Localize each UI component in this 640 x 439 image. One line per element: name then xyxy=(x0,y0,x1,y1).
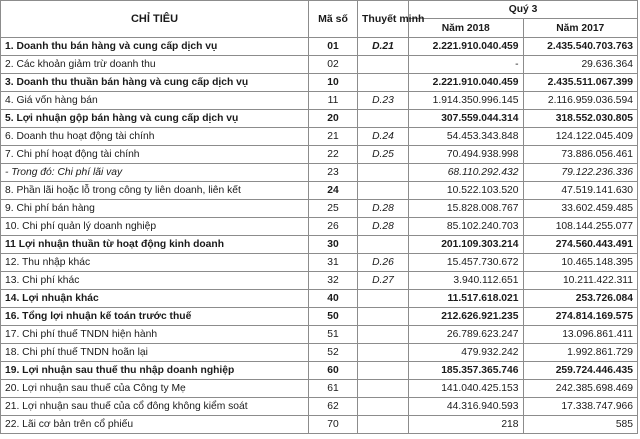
row-value-2018: 307.559.044.314 xyxy=(409,110,524,128)
row-indicator: 4. Giá vốn hàng bán xyxy=(1,92,309,110)
table-row xyxy=(1,398,638,416)
table-row xyxy=(1,110,638,128)
row-value-2017: 585 xyxy=(523,416,638,434)
header-note: Thuyết minh xyxy=(358,1,409,38)
row-value-2017: 1.992.861.729 xyxy=(523,344,638,362)
row-code: 24 xyxy=(309,182,358,200)
table-row xyxy=(1,182,638,200)
row-value-2018: 218 xyxy=(409,416,524,434)
header-year-2017: Năm 2017 xyxy=(523,19,638,38)
row-code: 60 xyxy=(309,362,358,380)
table-row xyxy=(1,362,638,380)
row-code: 61 xyxy=(309,380,358,398)
row-code: 70 xyxy=(309,416,358,434)
table-row xyxy=(1,236,638,254)
row-indicator: 5. Lợi nhuận gộp bán hàng và cung cấp dịch vụ xyxy=(1,110,309,128)
row-indicator: 3. Doanh thu thuần bán hàng và cung cấp dịch vụ xyxy=(1,74,309,92)
row-value-2017: 108.144.255.077 xyxy=(523,218,638,236)
row-value-2017: 47.519.141.630 xyxy=(523,182,638,200)
row-value-2017: 10.465.148.395 xyxy=(523,254,638,272)
row-value-2017: 124.122.045.409 xyxy=(523,128,638,146)
row-code: 26 xyxy=(309,218,358,236)
row-value-2018: 54.453.343.848 xyxy=(409,128,524,146)
row-note: D.21 xyxy=(358,38,409,56)
row-value-2017: 253.726.084 xyxy=(523,290,638,308)
row-indicator: 13. Chi phí khác xyxy=(1,272,309,290)
row-note: D.28 xyxy=(358,218,409,236)
table-row xyxy=(1,164,638,182)
table-row xyxy=(1,290,638,308)
row-value-2018: 15.828.008.767 xyxy=(409,200,524,218)
row-note xyxy=(358,416,409,434)
row-value-2018: 26.789.623.247 xyxy=(409,326,524,344)
row-note xyxy=(358,380,409,398)
row-value-2018: 185.357.365.746 xyxy=(409,362,524,380)
row-code: 32 xyxy=(309,272,358,290)
row-value-2017: 2.116.959.036.594 xyxy=(523,92,638,110)
row-indicator: 16. Tổng lợi nhuận kế toán trước thuế xyxy=(1,308,309,326)
row-value-2018: - xyxy=(409,56,524,74)
row-indicator: 7. Chi phí hoạt động tài chính xyxy=(1,146,309,164)
row-note: D.28 xyxy=(358,200,409,218)
row-code: 23 xyxy=(309,164,358,182)
row-code: 01 xyxy=(309,38,358,56)
row-code: 62 xyxy=(309,398,358,416)
row-indicator: 12. Thu nhập khác xyxy=(1,254,309,272)
header-year-2018: Năm 2018 xyxy=(409,19,524,38)
row-indicator: - Trong đó: Chi phí lãi vay xyxy=(1,164,309,182)
header-row-top xyxy=(1,1,638,19)
row-value-2017: 2.435.511.067.399 xyxy=(523,74,638,92)
table-row xyxy=(1,74,638,92)
row-indicator: 17. Chi phí thuế TNDN hiện hành xyxy=(1,326,309,344)
table-row xyxy=(1,326,638,344)
row-indicator: 6. Doanh thu hoạt động tài chính xyxy=(1,128,309,146)
row-note: D.25 xyxy=(358,146,409,164)
row-value-2018: 212.626.921.235 xyxy=(409,308,524,326)
row-value-2017: 274.814.169.575 xyxy=(523,308,638,326)
row-value-2017: 33.602.459.485 xyxy=(523,200,638,218)
row-note xyxy=(358,182,409,200)
row-code: 22 xyxy=(309,146,358,164)
row-code: 11 xyxy=(309,92,358,110)
row-code: 51 xyxy=(309,326,358,344)
table-row xyxy=(1,380,638,398)
row-indicator: 22. Lãi cơ bản trên cổ phiếu xyxy=(1,416,309,434)
row-note xyxy=(358,308,409,326)
row-indicator: 14. Lợi nhuận khác xyxy=(1,290,309,308)
row-value-2018: 70.494.938.998 xyxy=(409,146,524,164)
row-value-2018: 141.040.425.153 xyxy=(409,380,524,398)
row-code: 50 xyxy=(309,308,358,326)
row-value-2018: 201.109.303.214 xyxy=(409,236,524,254)
row-note: D.26 xyxy=(358,254,409,272)
row-code: 25 xyxy=(309,200,358,218)
row-value-2017: 318.552.030.805 xyxy=(523,110,638,128)
row-code: 02 xyxy=(309,56,358,74)
row-note xyxy=(358,326,409,344)
row-value-2017: 79.122.236.336 xyxy=(523,164,638,182)
table-row xyxy=(1,38,638,56)
row-value-2017: 259.724.446.435 xyxy=(523,362,638,380)
row-value-2018: 10.522.103.520 xyxy=(409,182,524,200)
row-code: 10 xyxy=(309,74,358,92)
row-note: D.27 xyxy=(358,272,409,290)
row-value-2017: 242.385.698.469 xyxy=(523,380,638,398)
table-row xyxy=(1,416,638,434)
row-value-2017: 73.886.056.461 xyxy=(523,146,638,164)
row-note xyxy=(358,290,409,308)
row-value-2017: 13.096.861.411 xyxy=(523,326,638,344)
row-value-2017: 17.338.747.966 xyxy=(523,398,638,416)
header-quarter: Quý 3 xyxy=(409,1,638,19)
row-indicator: 2. Các khoản giảm trừ doanh thu xyxy=(1,56,309,74)
row-value-2017: 274.560.443.491 xyxy=(523,236,638,254)
row-note xyxy=(358,56,409,74)
table-row xyxy=(1,272,638,290)
row-indicator: 20. Lợi nhuận sau thuế của Công ty Mẹ xyxy=(1,380,309,398)
row-value-2018: 1.914.350.996.145 xyxy=(409,92,524,110)
row-note xyxy=(358,164,409,182)
table-row xyxy=(1,344,638,362)
table-row xyxy=(1,200,638,218)
table-row xyxy=(1,218,638,236)
row-code: 21 xyxy=(309,128,358,146)
row-indicator: 21. Lợi nhuận sau thuế của cổ đông không kiểm soát xyxy=(1,398,309,416)
row-code: 52 xyxy=(309,344,358,362)
row-value-2017: 10.211.422.311 xyxy=(523,272,638,290)
row-value-2018: 68.110.292.432 xyxy=(409,164,524,182)
header-code: Mã số xyxy=(309,1,358,38)
row-note xyxy=(358,236,409,254)
row-indicator: 9. Chi phí bán hàng xyxy=(1,200,309,218)
table-row xyxy=(1,92,638,110)
row-value-2018: 479.932.242 xyxy=(409,344,524,362)
row-indicator: 8. Phần lãi hoặc lỗ trong công ty liên doanh, liên kết xyxy=(1,182,309,200)
row-code: 20 xyxy=(309,110,358,128)
row-note: D.24 xyxy=(358,128,409,146)
table-body xyxy=(1,38,638,434)
row-code: 31 xyxy=(309,254,358,272)
table-row xyxy=(1,128,638,146)
row-indicator: 10. Chi phí quản lý doanh nghiệp xyxy=(1,218,309,236)
row-note xyxy=(358,110,409,128)
table-row xyxy=(1,146,638,164)
row-value-2017: 29.636.364 xyxy=(523,56,638,74)
row-note xyxy=(358,74,409,92)
header-indicator: CHỈ TIÊU xyxy=(1,1,309,38)
row-value-2018: 85.102.240.703 xyxy=(409,218,524,236)
row-code: 40 xyxy=(309,290,358,308)
row-indicator: 19. Lợi nhuận sau thuế thu nhập doanh nghiệp xyxy=(1,362,309,380)
row-value-2018: 11.517.618.021 xyxy=(409,290,524,308)
row-value-2018: 3.940.112.651 xyxy=(409,272,524,290)
row-value-2018: 2.221.910.040.459 xyxy=(409,74,524,92)
table-row xyxy=(1,56,638,74)
table-row xyxy=(1,308,638,326)
row-value-2017: 2.435.540.703.763 xyxy=(523,38,638,56)
row-indicator: 18. Chi phí thuế TNDN hoãn lại xyxy=(1,344,309,362)
row-note xyxy=(358,398,409,416)
row-indicator: 1. Doanh thu bán hàng và cung cấp dịch vụ xyxy=(1,38,309,56)
row-value-2018: 2.221.910.040.459 xyxy=(409,38,524,56)
row-value-2018: 15.457.730.672 xyxy=(409,254,524,272)
row-code: 30 xyxy=(309,236,358,254)
table-row xyxy=(1,254,638,272)
row-value-2018: 44.316.940.593 xyxy=(409,398,524,416)
row-note xyxy=(358,344,409,362)
row-indicator: 11 Lợi nhuận thuần từ hoạt động kinh doanh xyxy=(1,236,309,254)
table-header xyxy=(1,1,638,38)
row-note: D.23 xyxy=(358,92,409,110)
row-note xyxy=(358,362,409,380)
